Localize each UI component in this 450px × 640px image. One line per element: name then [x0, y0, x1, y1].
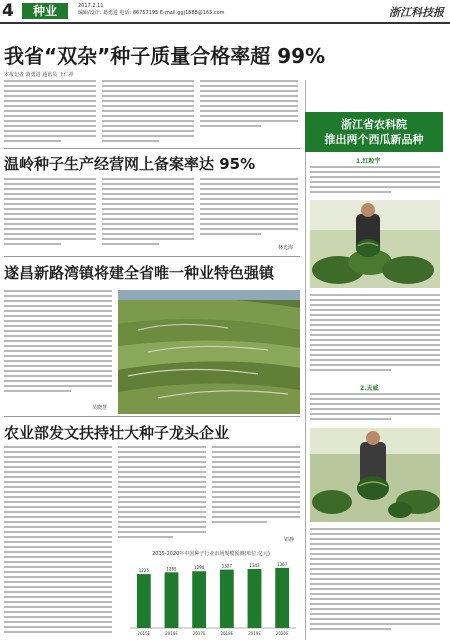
chart-value-label: 1343 [249, 562, 260, 568]
article2-author: 林光海 [278, 245, 294, 251]
headline-wenling: 温岭种子生产经营网上备案率达 95% [4, 155, 256, 173]
chart-value-label: 1290 [194, 565, 205, 571]
sidebar-item1-details [310, 294, 440, 378]
sidebar-item2-heading: 2.天威 [360, 385, 379, 392]
chart-category-label: 2016E [165, 631, 178, 636]
melon-photo-1 [310, 200, 440, 288]
article2-col3 [200, 178, 298, 242]
sidebar-item1-intro [310, 166, 440, 198]
byline: 本报记者 葛勇进 通讯员 王仁祥 [4, 72, 74, 78]
article1-col1 [4, 80, 96, 144]
market-size-chart [120, 548, 302, 640]
chart-bar-2016E [165, 572, 179, 628]
newspaper-brand: 浙江科技报 [389, 6, 444, 19]
terraced-fields-photo [118, 290, 300, 414]
divider [4, 416, 300, 417]
chart-bar-2019E [248, 569, 262, 628]
chart-category-label: 2015E [137, 631, 151, 636]
chart-category-label: 2018E [220, 631, 234, 636]
header-meta [78, 3, 225, 17]
watermelon-harvest-image [310, 428, 440, 522]
section-badge: 种业 [22, 3, 68, 19]
sidebar-title [305, 112, 443, 152]
headline-suichang: 遂昌新路湾镇将建全省唯一种业特色强镇 [4, 264, 275, 282]
header-date: 2017.2.11 [78, 3, 104, 9]
sidebar-item2-intro [310, 393, 440, 425]
sidebar-title-line2: 推出两个西瓜新品种 [324, 133, 424, 146]
chart-svg [120, 548, 302, 640]
chart-category-label: 2017E [192, 631, 206, 636]
chart-value-label: 1265 [166, 566, 177, 572]
divider [4, 256, 300, 257]
sidebar-item2-details [310, 528, 440, 634]
chart-bar-2017E [192, 571, 206, 628]
chart-bar-2020E [275, 568, 289, 628]
header-editor: 编辑/设计: 葛勇进 电话: 86757195 E-mail:ggj1888@163.com [78, 10, 225, 16]
chart-value-label: 1225 [138, 568, 149, 574]
article1-col2 [102, 80, 194, 144]
chart-title: 2015-2020年中国种子行业市场规模预测(单位:亿元) [152, 551, 270, 557]
chart-bar-2018E [220, 570, 234, 628]
chart-value-label: 1327 [221, 563, 232, 569]
melon-photo-2 [310, 428, 440, 522]
watermelon-field-image [310, 200, 440, 288]
header-rule [0, 22, 450, 24]
headline-agri-ministry: 农业部发文扶持壮大种子龙头企业 [4, 424, 230, 442]
article3-col1 [4, 290, 112, 402]
page-number: 4 [2, 1, 14, 21]
article4-author: 钮静 [284, 537, 295, 543]
chart-bar-2015E [137, 574, 151, 628]
chart-value-label: 1367 [277, 561, 288, 567]
divider [4, 148, 300, 149]
article2-col2 [102, 178, 194, 250]
headline-seed-quality: 我省“双杂”种子质量合格率超 99% [4, 44, 326, 68]
article2-col1 [4, 178, 96, 250]
terraced-fields-image [118, 290, 300, 414]
chart-category-label: 2020E [275, 631, 289, 636]
article4-col2 [118, 446, 206, 542]
chart-category-label: 2019E [248, 631, 261, 636]
article1-col3 [200, 80, 298, 144]
sidebar-title-line1: 浙江省农科院 [341, 118, 407, 131]
article4-col3 [212, 446, 300, 534]
article4-col1 [4, 446, 112, 640]
sidebar-item1-heading: 1.红粒宇 [356, 158, 381, 165]
article3-author: 吴晓慧 [92, 405, 108, 411]
